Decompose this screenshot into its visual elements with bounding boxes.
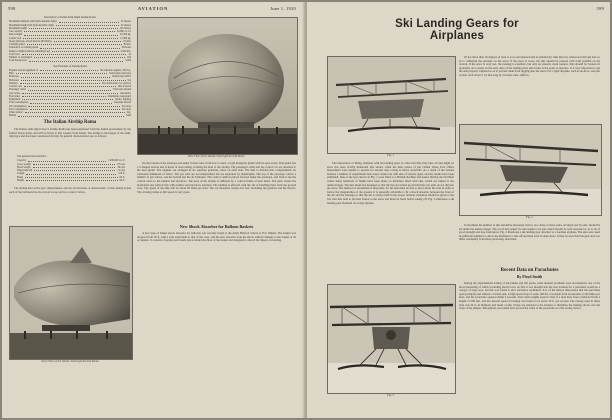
leader-dots [22, 53, 126, 55]
spec-row-label: Oil consumption [9, 104, 27, 108]
roma-body [9, 128, 131, 154]
spec-row-label: Fixed weight [17, 165, 31, 169]
leader-dots [25, 111, 126, 113]
roma-table-rows [17, 159, 125, 182]
airship-bow-photo [137, 17, 298, 155]
spec-row-label: Maximum height (full hydrodynamic light) [9, 23, 54, 27]
spec-row-label: Gas valves [9, 91, 21, 95]
article-title: Ski Landing Gears for Airplanes [395, 18, 519, 42]
ski-intro-body [459, 56, 600, 120]
leader-dots [22, 98, 113, 100]
left-page [2, 2, 304, 418]
spec-row-label: Water ballast [9, 111, 23, 114]
spec-row-value: 4,500 km. [120, 49, 131, 53]
parachute-body [459, 282, 600, 412]
fig1-image [328, 57, 455, 153]
spec-row-value: 16 [128, 52, 131, 56]
spec-row-label: Equipment [9, 98, 21, 101]
leader-dots [56, 24, 119, 26]
spec-row-value: 1,200,000 cu. ft. [107, 159, 125, 163]
ski-main-body [327, 162, 454, 280]
left-page-number: 598 [8, 6, 16, 11]
spec-row-label: Useful load [9, 36, 22, 40]
spec-row-label: Length [17, 172, 25, 176]
spec-row-label: Disposable lift [17, 169, 33, 172]
spec-row-value: 410 ft. [118, 172, 125, 176]
ski-continued-body [459, 224, 600, 264]
leader-dots [34, 56, 125, 58]
magazine-spread [2, 2, 610, 418]
spec-row-value: Per hour [122, 107, 131, 111]
spec-row-value: 22,300 kg. [119, 33, 131, 37]
spec-row-value: 60 hours [121, 46, 131, 50]
leader-dots [59, 20, 119, 22]
roma-body-2 [9, 187, 131, 217]
spec-row-label: Gas capacity [9, 30, 23, 33]
spec-subheading: Specifications of Airship Roma [53, 64, 87, 68]
spec-row-label: Total crew [9, 52, 20, 56]
fig2-image [460, 125, 601, 215]
spec-rows [9, 20, 131, 62]
spec-heading: Description of Italian Semi-Rigid Airship Roma [44, 16, 96, 19]
leader-dots [30, 101, 112, 103]
ski-intro-text: Of not more than 16 degrees of frost is to be encountered and is satisfactory. Skis must be reinforced with ash bars so as to withstand the pressure on the snow. If the snow is loose, the skis should be pressed with solid paraffin on the bottom. If the snow is very wet, the running is excellent, but only on smooth, clean runners. Skis should be 'broken in' gradually. As a result, in the early days of the landing most skis broke at the point of juncture. It is very important to get the skis properly adjusted so as to prevent them from digging into the snow. For a light airplane, such as an Avro, one pair of skis, each about 2 1/4 feet long by 5 inches wide, suffices. [459, 56, 600, 77]
leader-dots [26, 179, 117, 181]
spec-row-label: Ballonets [9, 78, 19, 82]
leader-dots [18, 114, 124, 116]
spec-row-value: Six Ansaldo engines, 500 h.p. [100, 68, 131, 72]
spec-row-label: Speed (full gas, all six motors 400 miles) [9, 39, 52, 43]
right-page-number: 599 [596, 6, 604, 11]
parachute-byline: By Floyd Smith [516, 275, 543, 279]
spec-row-label: Rudders [9, 81, 18, 85]
spec-row-label: Ballast [9, 114, 17, 118]
leader-dots [28, 105, 120, 107]
leader-dots [22, 92, 118, 94]
photo1-caption: Bow View of the Italian Semirigid Airship Roma [188, 155, 245, 158]
spec-row-label: Passenger cabin [9, 88, 26, 92]
spec-row-value: Rubberized fabric [112, 75, 131, 79]
spec-row-label: Hull [9, 72, 14, 75]
leader-dots [52, 50, 118, 52]
roma-body-text: The Italian semi-rigid Class S airship Roma has been purchased from the Italian government by the United States Army, and will be flown to this country from Rome. The airship is the largest of the semi-rigid type and has been constructed in Italy. Its general characteristics are as follows. [9, 128, 131, 139]
leader-dots [33, 166, 116, 168]
leader-dots [40, 69, 98, 71]
fig3-image [328, 285, 455, 393]
spec-row-value: 90 ft. [119, 178, 125, 182]
spec-row-label: Fuel consumption [9, 107, 28, 111]
airship-bow-image [138, 18, 297, 154]
roma-table-heading: The general characteristics: [17, 155, 47, 158]
spec-row-value: Automatic [120, 91, 131, 95]
shock-absorber-body [137, 232, 296, 292]
spec-row-value: Per hour [122, 104, 131, 108]
fig1-photo [327, 56, 456, 154]
photo2-caption: Stern View of the Italian Semirigid Airship Roma [41, 360, 99, 363]
leader-dots [29, 59, 123, 61]
shock-absorber-text: A new type of basket shock absorber for balloons was recently tested at the Army Balloon School at Fort Omaha. The basket was dropped from 30 ft. with a load equivalent to that of the crew, and the new absorber took the shock without damage to the basket or its occupants. It consists of spring steel bands placed under the floor of the basket and designed to absorb the impact on landing. [137, 232, 296, 243]
fig2-photo [459, 124, 602, 216]
spec-row-value: 3,000 [125, 59, 131, 63]
spec-row [9, 59, 131, 62]
ski-main-text: The importance of fitting airplanes with ski landing gears in order that they may take off and alight on snow has been vividly illustrated this winter, when the mail planes of the United States Post Office Department were unable to operate for several days owing to heavy snowfalls. As a result of the lessons learned, a number of experiments have been carried out with skis of various types, and the results have been published. Skis of the type shown in Fig. 1 were fitted to a British machine and tested. During the Northern winter many hundreds of flights have been made on machines fitted with skis, which are lashed to the undercarriage. The skis should be designed so that the tips are turned up and that the rear ends do not dig into the snow. The method of attachment is important, for the skis must be free to pivot about the axle in order to follow the irregularities of the ground. It is generally advisable to fit a shock absorber between the front of the ski and the fuselage so that the ski is always held in the proper attitude. Attention should be given to the fact that skis tend to become frozen to the snow and must be freed before taking off. Fig. 3 illustrates a ski landing gear mounted on a large biplane. [327, 162, 454, 205]
spec-row-value: 125 meters [119, 26, 131, 30]
leader-dots [40, 46, 120, 48]
leader-dots [23, 37, 118, 39]
spec-row-label: Control cars [9, 85, 22, 88]
spec-row-label: Fuel tanks [9, 94, 20, 98]
left-page-date: June 1, 1920 [270, 6, 296, 11]
spec-row-value: 110 km. [122, 39, 131, 43]
spec-row-label: Beam [17, 175, 24, 179]
leader-dots [24, 33, 118, 35]
spec-row-value: 32 meters [120, 23, 131, 27]
spec-row-value: 51 tons [117, 169, 125, 172]
spec-row-value: Two horizontal, two vertical [101, 81, 131, 85]
spec-row-label: Gross weight [17, 162, 31, 166]
leader-dots [54, 40, 121, 42]
spec-row-label: Envelope [9, 75, 19, 79]
leader-dots [16, 72, 108, 74]
spec-row-value: Aluminum, suspended [107, 94, 131, 98]
spec-row-value: 25 meters [120, 20, 131, 24]
spec-row-value: Gasoline and oil [114, 101, 131, 105]
spec-row-label: Endurance at cruising speed [9, 46, 39, 50]
parachute-text: During my experimental testing of parachutes and life packs, some unusual problems were encountered, one of the most interesting of which is landing shock force. At first it was thought that the best formula for a parachute would be a canopy of large area, but this was found to give excessive oscillation. It is of the utmost importance that the parachute open promptly and without a violent jerk. A high speed drop of some 100 lbs. was made from an airplane at 100 miles per hour, and the parachute opened within 2 seconds. Tests with weights equal to that of a man have been conducted from a height of 500 feet, and the descent speed at landing was found to be about 16 ft. per second. The canopy used in these tests was 24 ft. in diameter and made of silk. Straps are attached to the harness to distribute the landing shock over the body of the jumper. Throughout, successful tests proved the value of the parachute as a life saving device. [459, 282, 600, 311]
roma-table [17, 155, 125, 182]
roma-heading: The Italian Airship Roma [43, 120, 97, 125]
spec-row-value: 17,000 kg. [119, 36, 131, 40]
leader-dots [21, 79, 126, 81]
spec-rows-2 [9, 69, 131, 118]
spec-row-value: 82 ft. [119, 175, 125, 179]
leader-dots [21, 75, 111, 77]
leader-dots [34, 169, 115, 171]
leader-dots [30, 108, 120, 110]
left-running-title: AVIATION [137, 6, 169, 11]
spec-row-value: Six [127, 78, 131, 82]
leader-dots [29, 27, 118, 29]
spec-row-label: Range of flight (without refuelling bay) [9, 49, 51, 53]
leader-dots [22, 95, 106, 97]
spec-row-value: Enclosed, heated [113, 88, 131, 92]
spec-row-label: Total consumption [9, 101, 29, 105]
leader-dots [33, 163, 116, 165]
airship-description [137, 162, 296, 220]
leader-dots [27, 43, 122, 45]
spec-row-label: Total horsepower [9, 59, 28, 63]
spec-row-value: Radio, lighting [115, 98, 131, 101]
spec-row-label: Number of passengers [9, 56, 33, 59]
leader-dots [24, 30, 114, 32]
shock-absorber-heading: New Shock Absorber for Balloon Baskets [179, 224, 254, 229]
leader-dots [20, 82, 100, 84]
ski-continued-text: In machines the number of skis should be increased, that is, two, three or more pairs, arranged one by side, should be set under the undercarriage. The wood best suited for skis seems to be ash, which should be well seasoned so as to be of good strength and free from knots. Fig. 2 illustrates a ski landing gear attached to a German airplane. The skis were used in sufficient numbers to allow the machines to take off and land even in deep snow. It may be seen that this gear does not differ essentially from those previously described. [459, 224, 600, 242]
spec-row-label: Capacity [17, 159, 27, 163]
spec-row-label: Maximum diameter (full hydrodynamic light) [9, 20, 57, 24]
spec-row-value: 87 tons [117, 162, 125, 166]
spec-row-label: Cruising speed [9, 43, 25, 46]
spec-row-value: Semi-rigid, keel type [109, 72, 131, 75]
leader-dots [28, 159, 106, 161]
fig1-caption: Fig. 1 [386, 154, 395, 157]
spec-row-label: Maximum length [9, 26, 27, 30]
airship-stern-photo [9, 226, 133, 360]
spec-row-value: 34,000 cu. m. [116, 30, 131, 33]
spec-row-label: Dead weight [9, 33, 23, 37]
leader-dots [24, 85, 116, 87]
spec-row-value: One forward [117, 85, 131, 88]
leader-dots [25, 176, 117, 178]
spec-row [9, 114, 131, 117]
roma-body2-text: The airship has twelve gas compartments, and six air ballonets. A characteristic of this airship is that each of the ballonets has its own air scoop and two control valves. [9, 187, 131, 194]
spec-row-value: 100 [127, 56, 131, 59]
spec-block [9, 16, 131, 118]
airship-stern-image [10, 227, 132, 359]
spec-row-value: Sand [125, 114, 131, 118]
leader-dots [26, 172, 116, 174]
fig2-caption: Fig. 2 [525, 216, 534, 219]
leader-dots [28, 88, 112, 90]
spec-row-value: Kg. [127, 111, 131, 114]
fig3-caption: Fig. 3 [386, 394, 395, 397]
right-page [307, 2, 610, 418]
airship-description-text: On the bottom of the envelope and under it there runs, from bow to stern, a rigid triangular girder with its apex down. This girder has a V-shaped section and is made of steel tubing, forming the keel of the airship. The passenger cabin and the control car are attached to the keel girder. The engines are arranged in six separate gondolas, three on each side. The hull is divided into compartments by transverse bulkheads of fabric. The gas cells are not independent but are separated by diaphragms. The top of the envelope carries a number of gas valves, and the bottom has the air ballonets. The control cabin is placed forward under the envelope, and from it run the control wires to the rudders and elevators. The nose of the airship is stiffened by a conical frame of steel tubes. The stern carries the horizontal and vertical fins with rudders and elevators attached. The landing is effected with the aid of handling lines from the ground crew. The speed of the ship will be about 60 miles per hour. The car measures twenty-two feet, including the gondola and the motors. The cruising radius at full speed is very great. [137, 162, 296, 194]
spec-row-label: Engines and arrangement of [9, 68, 39, 72]
spec-row-label: Height [17, 178, 25, 182]
parachute-heading: Recent Data on Parachutes [500, 268, 559, 273]
spec-row [17, 179, 125, 182]
spec-row-value: 80 km. [123, 43, 131, 46]
fig3-photo [327, 284, 456, 394]
spec-row-value: 36 tons [117, 165, 125, 169]
